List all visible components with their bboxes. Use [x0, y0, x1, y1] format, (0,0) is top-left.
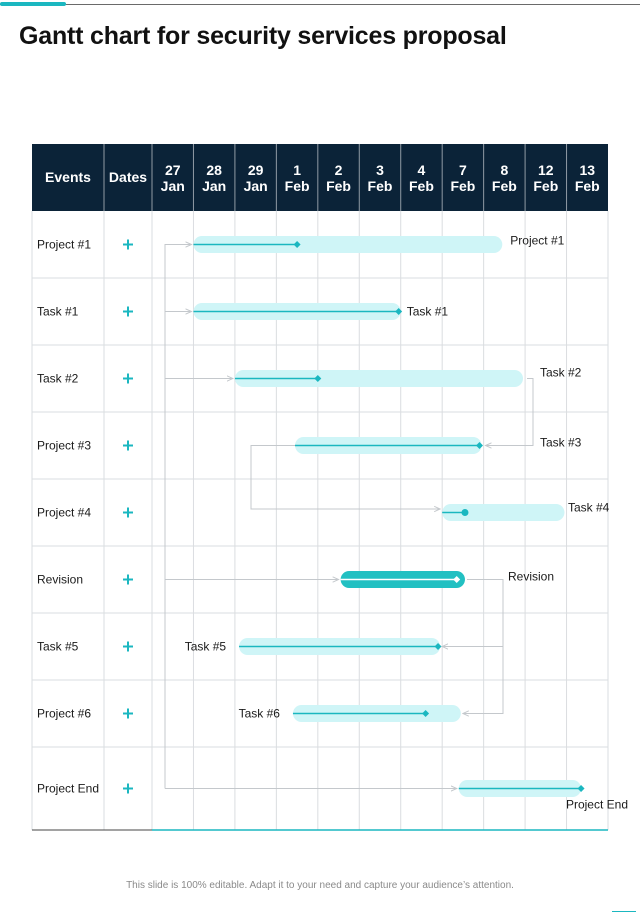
- plus-icon: [123, 374, 133, 384]
- bottom-accent-bar: [612, 911, 636, 912]
- task-bar-label: Task #3: [540, 435, 582, 450]
- header-date-day: 4: [417, 162, 426, 178]
- task-bar-label: Task #6: [238, 706, 280, 721]
- header-date-month: Jan: [202, 178, 227, 194]
- header-date-day: 7: [459, 162, 467, 178]
- header-date-day: 27: [164, 162, 181, 178]
- header-date-day: 12: [538, 162, 554, 178]
- header-date-day: 2: [334, 162, 343, 178]
- row-event-label: Revision: [37, 572, 84, 587]
- page-title: Gantt chart for security services proposal: [19, 22, 507, 50]
- header-date-month: Feb: [326, 178, 351, 194]
- task-bar-label: Revision: [508, 569, 555, 584]
- plus-icon: [123, 784, 133, 794]
- task-bar-label: Task #1: [406, 304, 449, 319]
- header-date-month: Feb: [450, 178, 476, 194]
- connector-project3-to-project4: [251, 446, 440, 510]
- header-date-month: Feb: [574, 178, 600, 194]
- plus-icon: [123, 575, 133, 585]
- row-event-label: Task #2: [37, 371, 79, 386]
- row-event-label: Task #5: [37, 639, 79, 654]
- plus-icon: [123, 642, 133, 652]
- row-event-label: Project End: [37, 781, 100, 796]
- plus-icon: [123, 307, 133, 317]
- row-event-label: Task #1: [37, 304, 79, 319]
- plus-icon: [123, 709, 133, 719]
- header-date-day: 8: [500, 162, 509, 178]
- row-event-label: Project #3: [37, 438, 92, 453]
- header-events: Events: [45, 169, 91, 185]
- header-date-day: 1: [293, 162, 301, 178]
- footer-note: This slide is 100% editable. Adapt it to your need and capture your audience’s attention.: [126, 880, 514, 891]
- header-date-month: Feb: [409, 178, 434, 194]
- header-date-day: 29: [247, 162, 264, 178]
- row-event-label: Project #6: [37, 706, 92, 721]
- header-dates: Dates: [108, 169, 148, 185]
- plus-icon: [123, 508, 133, 518]
- header-date-day: 3: [376, 162, 384, 178]
- header-date-day: 28: [206, 162, 222, 178]
- task-bar-label: Project #1: [510, 233, 565, 248]
- plus-icon: [123, 441, 133, 451]
- header-date-day: 13: [579, 162, 596, 178]
- task-bar-label: Task #2: [540, 365, 582, 380]
- connector-start-project1: [165, 245, 191, 789]
- task-bar-label: Task #4: [568, 500, 610, 515]
- row-event-label: Project #4: [37, 505, 92, 520]
- header-date-month: Feb: [491, 178, 517, 194]
- header-date-month: Feb: [284, 178, 310, 194]
- header-date-month: Feb: [367, 178, 393, 194]
- task-progress-dot: [461, 509, 468, 516]
- task-bar-label: Project End: [565, 797, 628, 812]
- plus-icon: [123, 240, 133, 250]
- task-bar-label: Task #5: [184, 639, 227, 654]
- header-date-month: Jan: [243, 178, 268, 194]
- row-event-label: Project #1: [37, 237, 92, 252]
- header-date-month: Jan: [160, 178, 185, 194]
- header-date-month: Feb: [533, 178, 559, 194]
